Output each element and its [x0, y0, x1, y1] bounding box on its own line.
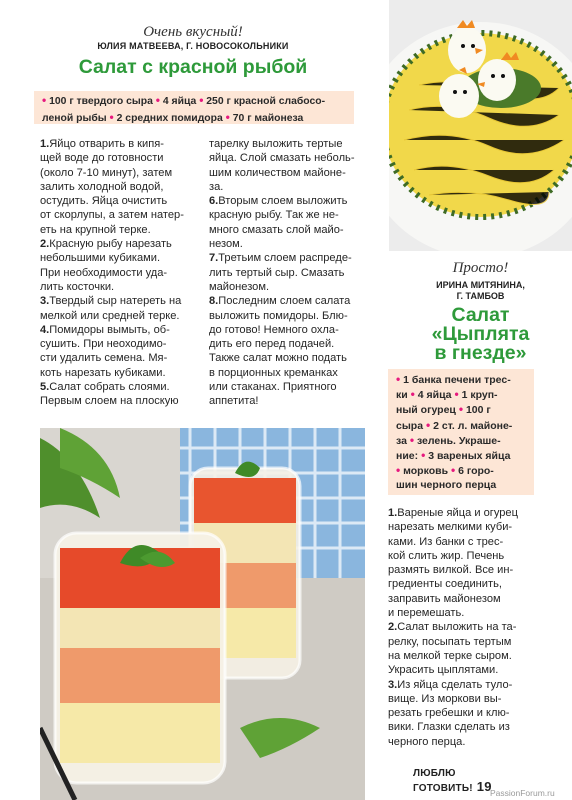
text-line: Украсить цыплятами. — [388, 664, 499, 677]
bullet-icon: • — [454, 387, 459, 402]
text-line: за. — [209, 180, 224, 193]
bullet-icon: • — [396, 372, 401, 386]
text-line: ками. Из банки с трес- — [388, 535, 504, 548]
text-line: шим количеством майоне- — [209, 166, 346, 179]
ingredients-line — [42, 93, 348, 110]
instructions-column-2 — [209, 137, 377, 409]
text-line: лить тертый сыр. Смазать — [209, 266, 345, 279]
author-city: Г. ТАМБОВ — [456, 291, 505, 301]
text-line: или стаканах. Приятного — [209, 381, 337, 394]
bullet-icon: • — [458, 402, 464, 417]
recipe-title: Салат с красной рыбой — [78, 56, 308, 78]
text-line: в порционных креманках — [209, 366, 338, 379]
text-line: (около 7-10 минут), затем — [40, 166, 173, 179]
text-line: нарезать мелкими куби- — [388, 521, 513, 534]
bullet-icon: • — [425, 417, 431, 432]
ingredient: 70 г майонеза — [232, 112, 304, 124]
ingredients-line: сыра • 2 ст. л. майоне- — [396, 417, 513, 432]
text-line: от скорлупы, а затем натер- — [40, 209, 184, 222]
text-line: майонезом. — [209, 280, 270, 293]
text-line: залить холодной водой, — [40, 180, 164, 193]
text-line: 2.Красную рыбу нарезать — [40, 238, 172, 251]
text-line: При необходимости уда- — [40, 266, 168, 279]
magazine-name: ЛЮБЛЮ ГОТОВИТЬ! — [413, 768, 473, 794]
step-number: 8. — [209, 295, 219, 308]
step-number: 3. — [388, 678, 398, 691]
step-number: 2. — [40, 238, 50, 251]
text-line: заправить майонезом — [388, 592, 501, 605]
ingredients-line: ние: • 3 вареных яйца — [396, 448, 511, 463]
page-number: 19 — [476, 779, 492, 794]
text-line: кой слить жир. Печень — [388, 549, 505, 562]
text-line: 3.Из яйца сделать туло- — [388, 678, 513, 691]
text-line: сти удалить семена. Мя- — [40, 352, 168, 365]
instructions-column-1 — [40, 137, 219, 409]
bullet-icon: • — [199, 93, 204, 107]
text-line: тарелку выложить тертые — [209, 138, 343, 150]
text-line: гредиенты соединить, — [388, 578, 502, 591]
text-line: 1.Вареные яйца и огурец — [388, 507, 518, 519]
text-line: коть нарезать кубиками. — [40, 366, 166, 379]
bullet-icon: • — [396, 463, 401, 478]
instructions-column-3 — [388, 506, 538, 749]
text-line: 5.Салат собрать слоями. — [40, 381, 170, 394]
chicks-salad-photo — [389, 0, 572, 251]
step-number: 1. — [388, 507, 398, 519]
text-line: небольшими кубиками. — [40, 252, 161, 265]
text-line: остудить. Яйца очистить — [40, 195, 168, 208]
bullet-icon: • — [42, 93, 47, 107]
text-line: релку, посыпать тертым — [388, 635, 512, 648]
step-number: 3. — [40, 295, 50, 308]
step-number: 6. — [209, 195, 219, 208]
bullet-icon: • — [410, 387, 415, 402]
ingredient: 100 г твердого сыра — [49, 96, 153, 107]
text-line: резать гребешки и клю- — [388, 707, 510, 720]
ingredients-line — [42, 110, 348, 127]
text-line: дить его перед подачей. — [209, 338, 335, 351]
text-line: много смазать слой майо- — [209, 223, 344, 236]
ingredient: 4 яйца — [162, 96, 197, 107]
ingredients-line: ный огурец • 100 г — [396, 402, 491, 417]
text-line: незом. — [209, 238, 243, 251]
text-line: выложить помидоры. Блю- — [209, 309, 348, 322]
ingredients-box — [388, 369, 534, 495]
step-number: 7. — [209, 252, 219, 265]
text-line: щей воде до готовности — [40, 152, 164, 165]
bullet-icon: • — [421, 448, 426, 463]
text-line: 1.Яйцо отварить в кипя- — [40, 138, 164, 150]
text-line: 8.Последним слоем салата — [209, 295, 351, 308]
text-line: яйца. Слой смазать неболь- — [209, 152, 355, 165]
text-line: сушить. При неоходимо- — [40, 338, 167, 351]
ingredient: 2 средних помидора — [116, 112, 223, 124]
bullet-icon: • — [409, 432, 415, 447]
text-line: размять вилкой. Все ин- — [388, 564, 514, 577]
step-number: 1. — [40, 138, 50, 150]
text-line: еть на крупной терке. — [40, 223, 151, 236]
text-line: 3.Твердый сыр натереть на — [40, 295, 182, 308]
text-line: 7.Третьим слоем распреде- — [209, 252, 352, 265]
ingredients-box — [34, 91, 354, 124]
text-line: 6.Вторым слоем выложить — [209, 195, 348, 208]
ingredients-line: • морковь • 6 горо- — [396, 463, 494, 478]
text-line: 4.Помидоры вымыть, об- — [40, 323, 170, 336]
salmon-salad-photo — [40, 428, 365, 800]
step-number: 4. — [40, 323, 50, 336]
ingredients-line: ки • 4 яйца • 1 круп- — [396, 387, 498, 402]
step-number: 2. — [388, 621, 398, 634]
text-line: красную рыбу. Так же не- — [209, 209, 339, 222]
recipe-author — [389, 280, 572, 302]
text-line: Первым слоем на плоскую — [40, 395, 179, 408]
bullet-icon: • — [450, 463, 456, 478]
text-line: вики. Глазки сделать из — [388, 721, 510, 734]
recipe-author: ЮЛИЯ МАТВЕЕВА, Г. НОВОСОКОЛЬНИКИ — [97, 41, 289, 51]
author-name: ИРИНА МИТЯНИНА, — [436, 280, 525, 290]
recipe-tagline: Просто! — [452, 260, 509, 276]
ingredients-line: шин черного перца — [396, 479, 497, 492]
ingredient: леной рыбы — [42, 112, 107, 124]
text-line: Также салат можно подать — [209, 352, 347, 365]
text-line: 2.Салат выложить на та- — [388, 621, 517, 634]
recipe-tagline: Очень вкусный! — [143, 24, 243, 40]
text-line: и перемешать. — [388, 607, 465, 620]
text-line: черного перца. — [388, 735, 466, 748]
ingredient: 250 г красной слабосо- — [206, 96, 326, 107]
text-line: лить косточки. — [40, 280, 115, 293]
text-line: до готово! Немного охла- — [209, 323, 339, 336]
bullet-icon: • — [155, 93, 160, 107]
text-line: вище. Из моркови вы- — [388, 692, 502, 705]
step-number: 5. — [40, 381, 50, 394]
bullet-icon: • — [225, 109, 230, 124]
text-line: аппетита! — [209, 395, 259, 408]
recipe-title: Салат «Цыплята в гнезде» — [431, 304, 530, 364]
ingredients-line: • 1 банка печени трес- — [396, 372, 511, 386]
watermark: PassionForum.ru — [490, 788, 555, 798]
bullet-icon: • — [109, 109, 114, 124]
text-line: на мелкой терке сыром. — [388, 649, 512, 662]
text-line: мелкой или средней терке. — [40, 309, 180, 322]
ingredients-line: за • зелень. Украше- — [396, 432, 501, 447]
